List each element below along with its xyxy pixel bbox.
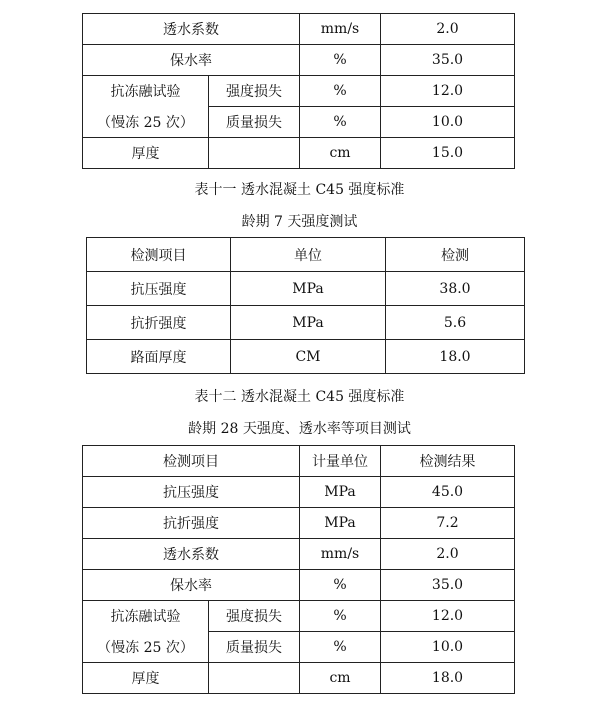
table-row <box>87 340 525 374</box>
row-value: 18.0 <box>381 663 515 694</box>
row-value: 2.0 <box>381 14 515 45</box>
row-value: 15.0 <box>381 138 515 169</box>
table-row <box>83 477 515 508</box>
empty-cell <box>209 663 300 694</box>
row-value: 12.0 <box>381 601 515 632</box>
row-label: 抗折强度 <box>87 306 231 340</box>
row-label: 抗压强度 <box>87 272 231 306</box>
row-label: 保水率 <box>83 45 300 76</box>
table-header-row <box>87 238 525 272</box>
row-value: 12.0 <box>381 76 515 107</box>
row-unit: CM <box>231 340 386 374</box>
row-unit: % <box>300 76 381 107</box>
row-unit: mm/s <box>300 14 381 45</box>
table-row <box>83 45 515 76</box>
row-label: 抗压强度 <box>83 477 300 508</box>
row-sublabel: 质量损失 <box>209 632 300 663</box>
row-unit: % <box>300 45 381 76</box>
table-row <box>83 138 515 169</box>
row-label: 路面厚度 <box>87 340 231 374</box>
row-label: 保水率 <box>83 570 300 601</box>
row-sublabel: 强度损失 <box>209 76 300 107</box>
freeze-thaw-note: （慢冻 25 次） <box>83 632 209 663</box>
row-label: 厚度 <box>83 138 209 169</box>
row-unit: % <box>300 601 381 632</box>
table-row <box>83 663 515 694</box>
table-row <box>87 306 525 340</box>
row-unit: % <box>300 107 381 138</box>
table-continued <box>82 13 515 169</box>
row-unit: MPa <box>231 306 386 340</box>
row-value: 45.0 <box>381 477 515 508</box>
row-value: 10.0 <box>381 632 515 663</box>
table-row <box>83 539 515 570</box>
row-unit: MPa <box>300 508 381 539</box>
row-unit: cm <box>300 663 381 694</box>
row-value: 18.0 <box>386 340 525 374</box>
table-row <box>87 272 525 306</box>
freeze-thaw-label: 抗冻融试验 <box>83 601 209 632</box>
strength-test-28day-table <box>82 445 515 694</box>
table-caption: 表十一 透水混凝土 C45 强度标准 <box>194 182 405 198</box>
table-subcaption: 龄期 28 天强度、透水率等项目测试 <box>188 421 411 437</box>
empty-cell <box>209 138 300 169</box>
column-header: 检测结果 <box>381 446 515 477</box>
row-value: 10.0 <box>381 107 515 138</box>
row-value: 38.0 <box>386 272 525 306</box>
row-unit: MPa <box>231 272 386 306</box>
table-row <box>83 601 515 632</box>
row-value: 7.2 <box>381 508 515 539</box>
column-header: 检测项目 <box>83 446 300 477</box>
row-value: 2.0 <box>381 539 515 570</box>
table-row <box>83 632 515 663</box>
row-value: 35.0 <box>381 45 515 76</box>
row-unit: % <box>300 632 381 663</box>
freeze-thaw-note: （慢冻 25 次） <box>83 107 209 138</box>
row-label: 透水系数 <box>83 539 300 570</box>
column-header: 单位 <box>231 238 386 272</box>
table-header-row <box>83 446 515 477</box>
row-sublabel: 强度损失 <box>209 601 300 632</box>
row-unit: % <box>300 570 381 601</box>
row-unit: MPa <box>300 477 381 508</box>
table-row <box>83 508 515 539</box>
row-label: 厚度 <box>83 663 209 694</box>
column-header: 计量单位 <box>300 446 381 477</box>
row-label: 透水系数 <box>83 14 300 45</box>
row-value: 5.6 <box>386 306 525 340</box>
table-row <box>83 107 515 138</box>
strength-test-7day-table <box>86 237 525 374</box>
table-subcaption: 龄期 7 天强度测试 <box>241 214 358 230</box>
column-header: 检测 <box>386 238 525 272</box>
freeze-thaw-label: 抗冻融试验 <box>83 76 209 107</box>
table-row <box>83 570 515 601</box>
row-unit: cm <box>300 138 381 169</box>
row-unit: mm/s <box>300 539 381 570</box>
table-row <box>83 14 515 45</box>
row-label: 抗折强度 <box>83 508 300 539</box>
table-caption: 表十二 透水混凝土 C45 强度标准 <box>194 389 405 405</box>
column-header: 检测项目 <box>87 238 231 272</box>
row-sublabel: 质量损失 <box>209 107 300 138</box>
table-row <box>83 76 515 107</box>
row-value: 35.0 <box>381 570 515 601</box>
